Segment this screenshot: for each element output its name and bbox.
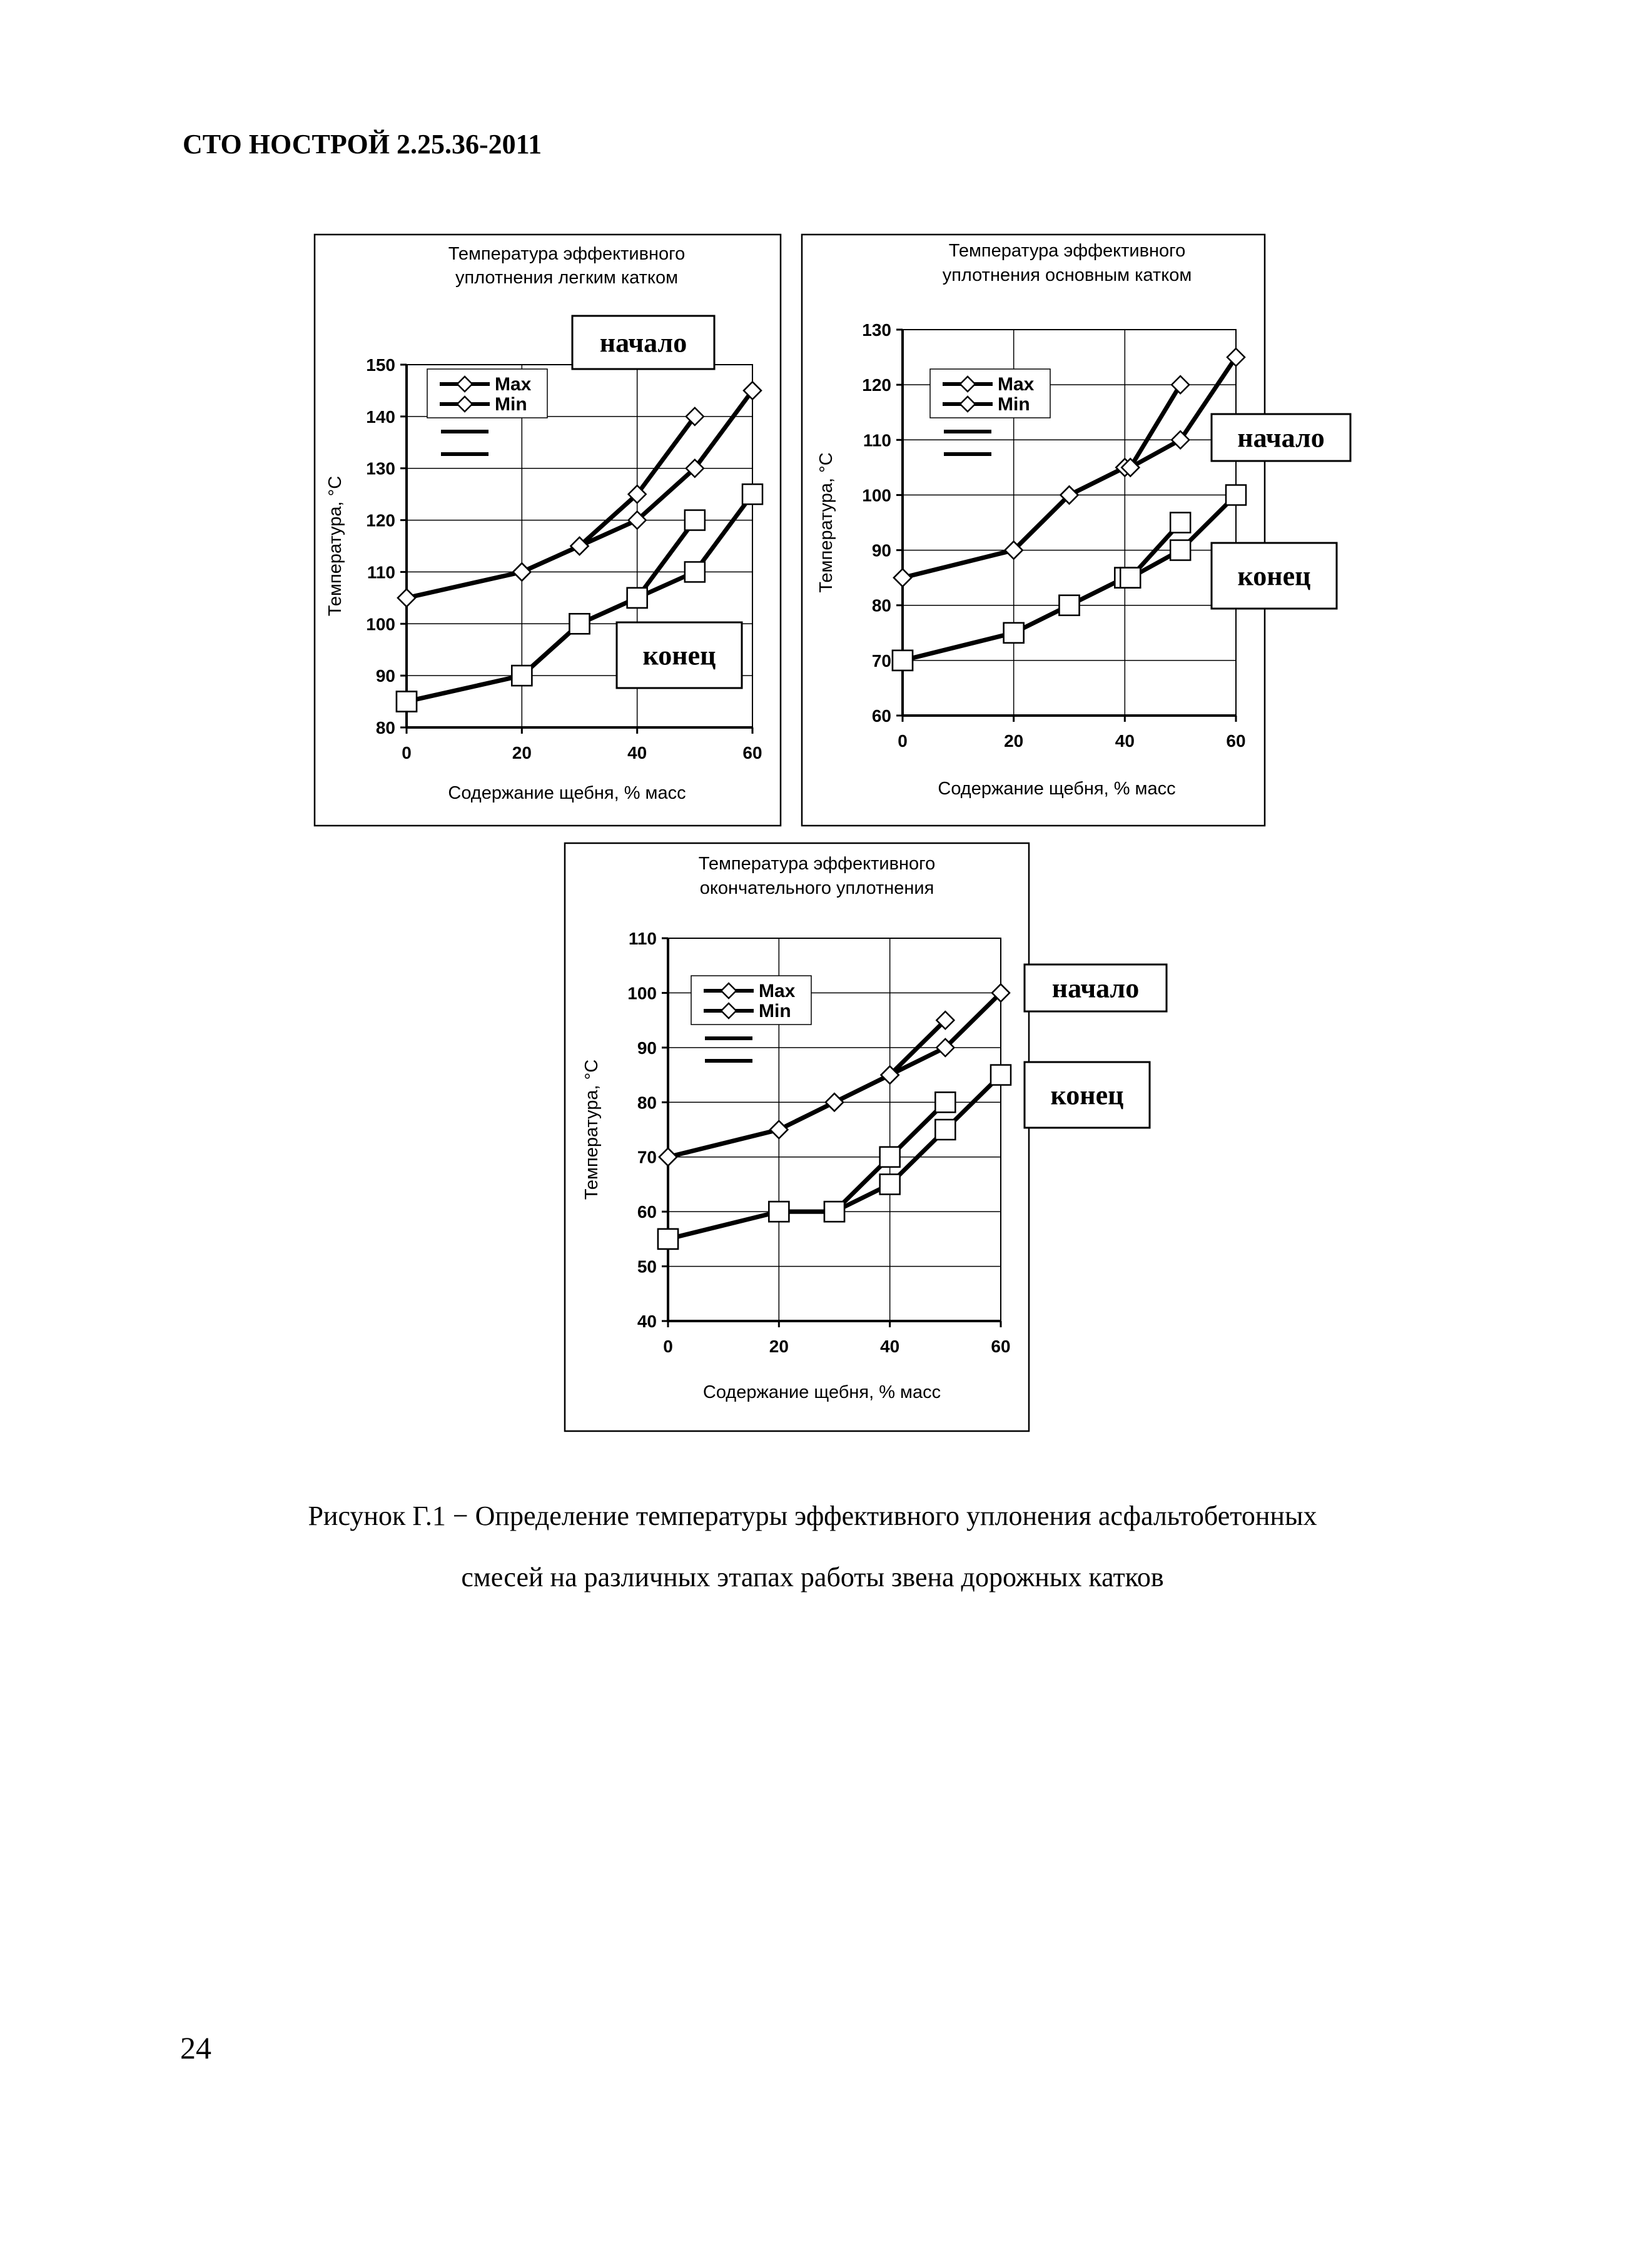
y-tick-label: 90 xyxy=(375,666,395,686)
y-tick-label: 100 xyxy=(862,485,891,505)
y-tick-label: 80 xyxy=(637,1093,657,1113)
data-point-square xyxy=(880,1174,900,1194)
annotation-label: конец xyxy=(1050,1080,1124,1111)
y-tick-label: 110 xyxy=(367,562,395,582)
legend-label: Max xyxy=(495,374,532,395)
y-tick-label: 60 xyxy=(637,1202,657,1222)
data-point-square xyxy=(685,510,705,530)
annotation-label: начало xyxy=(1051,973,1140,1004)
chart-title-line: Температура эффективного xyxy=(448,244,686,264)
chart-3 xyxy=(565,843,1167,1431)
y-tick-label: 100 xyxy=(627,983,657,1003)
chart-title-line: Температура эффективного xyxy=(948,241,1186,261)
legend-label: Max xyxy=(759,981,796,1001)
x-tick-label: 60 xyxy=(742,743,762,762)
chart-title-line: уплотнения основным катком xyxy=(942,265,1192,285)
y-tick-label: 150 xyxy=(366,355,395,375)
y-tick-label: 130 xyxy=(366,458,395,478)
x-axis-label: Содержание щебня, % масс xyxy=(938,779,1176,799)
annotation-start xyxy=(1025,964,1167,1011)
y-tick-label: 50 xyxy=(637,1257,657,1277)
legend-label: Min xyxy=(495,394,527,415)
caption-line-2: смесей на различных этапах работы звена дорожных катков xyxy=(461,1562,1164,1592)
chart-title-line: окончательного уплотнения xyxy=(699,878,934,898)
y-tick-label: 80 xyxy=(871,595,891,615)
annotation-end xyxy=(1212,543,1337,609)
x-tick-label: 60 xyxy=(991,1337,1011,1356)
annotation-label: конец xyxy=(1237,560,1311,592)
x-tick-label: 0 xyxy=(898,731,908,751)
x-tick-label: 20 xyxy=(512,743,532,762)
data-point-square xyxy=(824,1202,844,1222)
data-point-square xyxy=(1226,485,1246,505)
y-tick-label: 70 xyxy=(871,651,891,671)
y-axis-label: Температура, °С xyxy=(325,475,345,617)
data-point-square xyxy=(893,651,913,671)
x-tick-label: 0 xyxy=(663,1337,673,1356)
chart-title-line: Температура эффективного xyxy=(698,854,936,874)
y-tick-label: 120 xyxy=(366,510,395,530)
y-tick-label: 120 xyxy=(862,375,891,395)
y-tick-label: 60 xyxy=(871,706,891,726)
legend-label: Max xyxy=(998,374,1035,395)
page-number: 24 xyxy=(180,2030,211,2065)
y-tick-label: 80 xyxy=(375,718,395,737)
y-axis-label: Температура, °С xyxy=(816,452,836,593)
x-tick-label: 0 xyxy=(402,743,412,762)
data-point-square xyxy=(991,1065,1011,1085)
chart-title-line: уплотнения легким катком xyxy=(455,268,679,288)
data-point-square xyxy=(627,588,647,608)
data-point-square xyxy=(397,692,417,712)
data-point-square xyxy=(1004,623,1024,643)
x-tick-label: 60 xyxy=(1226,731,1246,751)
x-tick-label: 40 xyxy=(1115,731,1135,751)
data-point-square xyxy=(685,562,705,582)
chart-2 xyxy=(802,235,1350,826)
document-header: СТО НОСТРОЙ 2.25.36-2011 xyxy=(183,129,542,159)
data-point-square xyxy=(1170,513,1190,533)
x-tick-label: 40 xyxy=(627,743,647,762)
data-point-square xyxy=(570,614,590,634)
legend-label: Min xyxy=(998,394,1030,415)
chart-1 xyxy=(315,235,781,826)
annotation-label: начало xyxy=(599,327,687,358)
data-point-square xyxy=(742,484,762,504)
data-point-square xyxy=(1060,595,1080,615)
annotation-label: конец xyxy=(642,640,716,671)
data-point-square xyxy=(935,1092,955,1112)
y-tick-label: 90 xyxy=(871,540,891,560)
annotation-end xyxy=(617,622,742,688)
annotation-start xyxy=(1212,414,1350,461)
x-axis-label: Содержание щебня, % масс xyxy=(448,783,686,803)
y-tick-label: 70 xyxy=(637,1147,657,1167)
x-axis-label: Содержание щебня, % масс xyxy=(702,1382,941,1402)
annotation-end xyxy=(1025,1062,1150,1128)
data-point-square xyxy=(1120,568,1140,588)
caption-line-1: Рисунок Г.1 − Определение температуры эффективного уплонения асфальтобетонных xyxy=(308,1501,1317,1531)
annotation-start xyxy=(572,316,714,369)
y-tick-label: 110 xyxy=(628,929,657,948)
y-axis-label: Температура, °С xyxy=(582,1059,602,1200)
y-tick-label: 110 xyxy=(863,430,891,450)
data-point-square xyxy=(1170,540,1190,560)
data-point-square xyxy=(935,1120,955,1140)
y-tick-label: 100 xyxy=(366,614,395,634)
x-tick-label: 40 xyxy=(880,1337,900,1356)
annotation-label: начало xyxy=(1237,422,1325,453)
y-tick-label: 140 xyxy=(366,407,395,427)
data-point-square xyxy=(769,1202,789,1222)
y-tick-label: 40 xyxy=(637,1312,657,1331)
data-point-square xyxy=(512,666,532,686)
x-tick-label: 20 xyxy=(1004,731,1024,751)
data-point-square xyxy=(880,1147,900,1167)
y-tick-label: 90 xyxy=(637,1038,657,1058)
legend-label: Min xyxy=(759,1001,791,1021)
y-tick-label: 130 xyxy=(862,320,891,340)
data-point-square xyxy=(658,1229,678,1249)
x-tick-label: 20 xyxy=(769,1337,789,1356)
figure-caption xyxy=(0,1486,1625,1608)
